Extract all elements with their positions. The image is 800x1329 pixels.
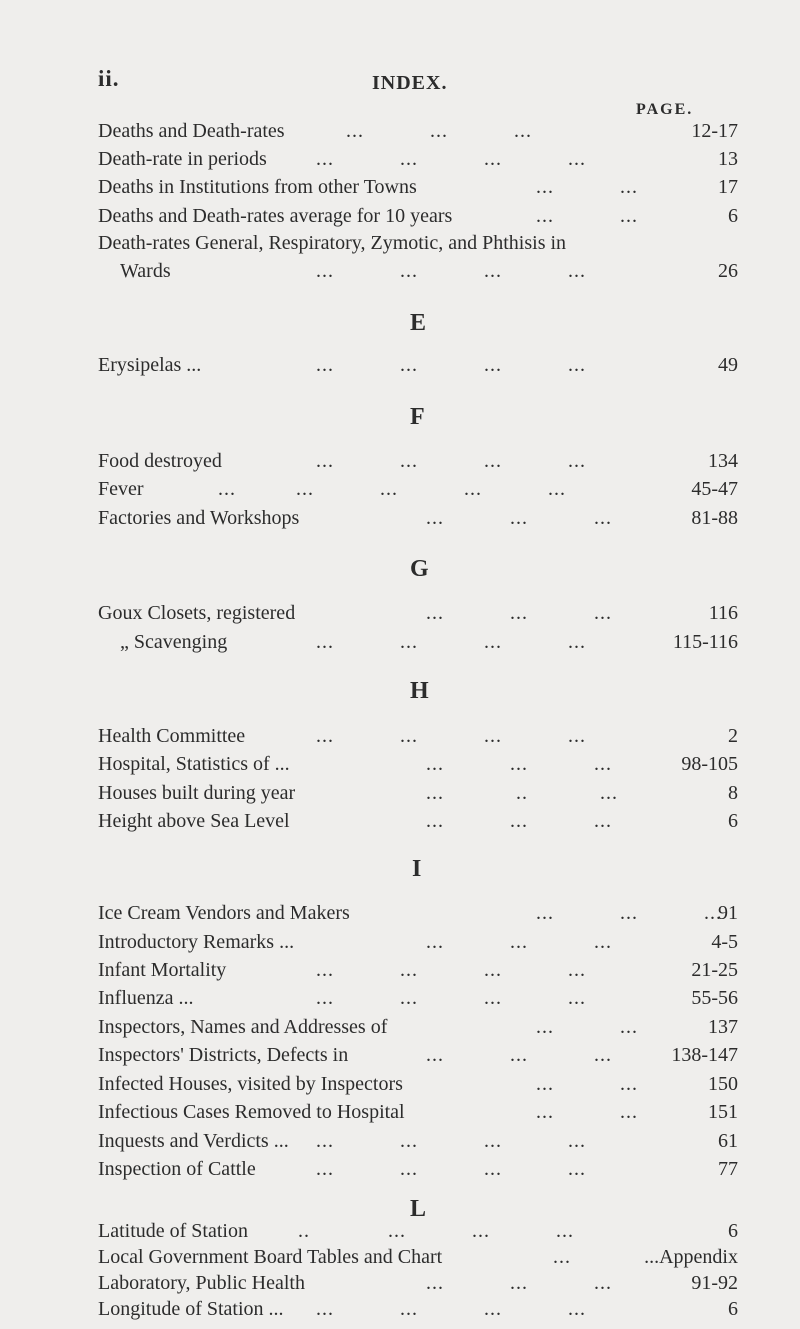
section-letter-l: L xyxy=(410,1196,427,1222)
index-entry xyxy=(98,602,738,630)
index-entry xyxy=(98,176,738,204)
index-entry xyxy=(98,931,738,959)
entry-label: Food destroyed xyxy=(98,450,222,472)
entry-page: 134 xyxy=(708,450,738,472)
section-letter-f: F xyxy=(410,404,425,430)
entry-label: Infected Houses, visited by Inspectors xyxy=(98,1073,403,1095)
index-entry xyxy=(98,205,738,233)
index-entry xyxy=(98,148,738,176)
entry-page: 91 xyxy=(718,902,738,924)
entry-label: Deaths and Death-rates average for 10 years xyxy=(98,205,453,227)
entry-label: Inspection of Cattle xyxy=(98,1158,256,1180)
index-entry xyxy=(98,782,738,810)
leader-dots: ... ... ... ... xyxy=(316,1298,586,1320)
index-entry xyxy=(98,1016,738,1044)
leader-dots: ... ... ... ... xyxy=(316,148,586,170)
entry-label: Hospital, Statistics of ... xyxy=(98,753,290,775)
entry-page: 137 xyxy=(708,1016,738,1038)
entry-label: Death-rate in periods xyxy=(98,148,267,170)
leader-dots: ... ... ... xyxy=(426,753,612,775)
index-entry xyxy=(98,902,738,930)
index-entry xyxy=(98,1158,738,1186)
leader-dots: ... .. ... xyxy=(426,782,618,804)
index-entry xyxy=(98,1044,738,1072)
entry-label: Ice Cream Vendors and Makers xyxy=(98,902,350,924)
entry-label: Local Government Board Tables and Chart xyxy=(98,1246,443,1268)
entry-page: 4-5 xyxy=(711,931,738,953)
entry-page: 6 xyxy=(728,1220,738,1242)
entry-page: 55-56 xyxy=(691,987,738,1009)
leader-dots: ... ... ... ... xyxy=(316,959,586,981)
entry-page: 6 xyxy=(728,205,738,227)
section-letter-e: E xyxy=(410,310,427,336)
index-entry xyxy=(98,1246,738,1274)
entry-page: 2 xyxy=(728,725,738,747)
index-entry xyxy=(98,959,738,987)
entry-label: Introductory Remarks ... xyxy=(98,931,295,953)
index-entry xyxy=(98,725,738,753)
entry-page: ...Appendix xyxy=(644,1246,738,1268)
leader-dots: ... ... ... ... xyxy=(316,1130,586,1152)
page-column-label: PAGE. xyxy=(636,101,694,118)
entry-label: Fever xyxy=(98,478,144,500)
index-entry xyxy=(98,631,738,659)
section-letter-h: H xyxy=(410,678,429,704)
index-entry xyxy=(98,1101,738,1129)
entry-page: 61 xyxy=(718,1130,738,1152)
leader-dots: .. ... ... ... xyxy=(298,1220,574,1242)
leader-dots: ... ... ... xyxy=(426,1044,612,1066)
index-entry xyxy=(98,450,738,478)
entry-label: Erysipelas ... xyxy=(98,354,202,376)
leader-dots: ... ... xyxy=(536,1101,638,1123)
index-entry xyxy=(98,507,738,535)
entry-label: Deaths and Death-rates xyxy=(98,120,285,142)
leader-dots: ... ... xyxy=(536,1073,638,1095)
entry-label-continuation: Wards xyxy=(120,260,171,282)
leader-dots: ... ... ... ... xyxy=(316,450,586,472)
leader-dots: ... ... xyxy=(536,176,638,198)
index-entry xyxy=(98,1073,738,1101)
index-entry xyxy=(98,354,738,382)
leader-dots: ... ... ... ... xyxy=(316,631,586,653)
entry-label: Infant Mortality xyxy=(98,959,227,981)
entry-label: Height above Sea Level xyxy=(98,810,290,832)
leader-dots: ... ... ... xyxy=(426,1272,612,1294)
entry-label: Inquests and Verdicts ... xyxy=(98,1130,289,1152)
index-title: INDEX. xyxy=(372,72,448,94)
entry-label: „ Scavenging xyxy=(120,631,228,653)
entry-page: 98-105 xyxy=(681,753,738,775)
index-entry xyxy=(98,1272,738,1300)
leader-dots: ... ... ... xyxy=(426,507,612,529)
leader-dots: ... ... ... ... xyxy=(316,260,586,282)
index-entry xyxy=(98,478,738,506)
entry-page: 115-116 xyxy=(672,631,738,653)
index-entry xyxy=(98,810,738,838)
entry-label: Inspectors' Districts, Defects in xyxy=(98,1044,349,1066)
leader-dots: ... ... xyxy=(536,1016,638,1038)
leader-dots: ... ... ... xyxy=(426,931,612,953)
entry-page: 8 xyxy=(728,782,738,804)
entry-label: Goux Closets, registered xyxy=(98,602,296,624)
entry-label: Deaths in Institutions from other Towns xyxy=(98,176,417,198)
entry-page: 17 xyxy=(718,176,738,198)
leader-dots: ... ... ... ... xyxy=(316,354,586,376)
index-entry xyxy=(98,753,738,781)
entry-page: 77 xyxy=(718,1158,738,1180)
entry-page: 138-147 xyxy=(671,1044,738,1066)
entry-label: Influenza ... xyxy=(98,987,194,1009)
page-number: ii. xyxy=(98,66,120,91)
entry-label: Latitude of Station xyxy=(98,1220,248,1242)
entry-page: 81-88 xyxy=(691,507,738,529)
leader-dots: ... ... ... xyxy=(536,902,722,924)
leader-dots: ... ... ... xyxy=(346,120,532,142)
entry-label: Infectious Cases Removed to Hospital xyxy=(98,1101,405,1123)
leader-dots: ... ... ... xyxy=(426,810,612,832)
entry-label: Laboratory, Public Health xyxy=(98,1272,305,1294)
entry-label: Health Committee xyxy=(98,725,246,747)
leader-dots: ... ... ... xyxy=(426,602,612,624)
entry-page: 151 xyxy=(708,1101,738,1123)
index-entry xyxy=(98,120,738,148)
entry-label: Longitude of Station ... xyxy=(98,1298,284,1320)
index-entry xyxy=(98,1220,738,1248)
entry-label: Death-rates General, Respiratory, Zymotic, and Phthisis in xyxy=(98,232,567,254)
leader-dots: ... ... ... ... xyxy=(316,1158,586,1180)
entry-page: 150 xyxy=(708,1073,738,1095)
leader-dots: ... ... ... ... xyxy=(316,987,586,1009)
entry-label: Houses built during year xyxy=(98,782,296,804)
index-entry xyxy=(98,987,738,1015)
section-letter-g: G xyxy=(410,556,429,582)
leader-dots: ... xyxy=(553,1246,571,1268)
entry-page: 91-92 xyxy=(691,1272,738,1294)
entry-page: 6 xyxy=(728,1298,738,1320)
leader-dots: ... ... ... ... ... xyxy=(218,478,566,500)
leader-dots: ... ... ... ... xyxy=(316,725,586,747)
entry-label: Inspectors, Names and Addresses of xyxy=(98,1016,388,1038)
entry-label: Factories and Workshops xyxy=(98,507,300,529)
index-entry xyxy=(98,1130,738,1158)
index-entry xyxy=(98,232,738,288)
entry-page: 21-25 xyxy=(691,959,738,981)
entry-page: 45-47 xyxy=(691,478,738,500)
entry-page: 26 xyxy=(718,260,738,282)
entry-page: 116 xyxy=(708,602,738,624)
section-letter-i: I xyxy=(412,856,422,882)
leader-dots: ... ... xyxy=(536,205,638,227)
entry-page: 13 xyxy=(718,148,738,170)
index-entry xyxy=(98,1298,738,1326)
entry-page: 12-17 xyxy=(691,120,738,142)
entry-page: 6 xyxy=(728,810,738,832)
entry-page: 49 xyxy=(718,354,738,376)
